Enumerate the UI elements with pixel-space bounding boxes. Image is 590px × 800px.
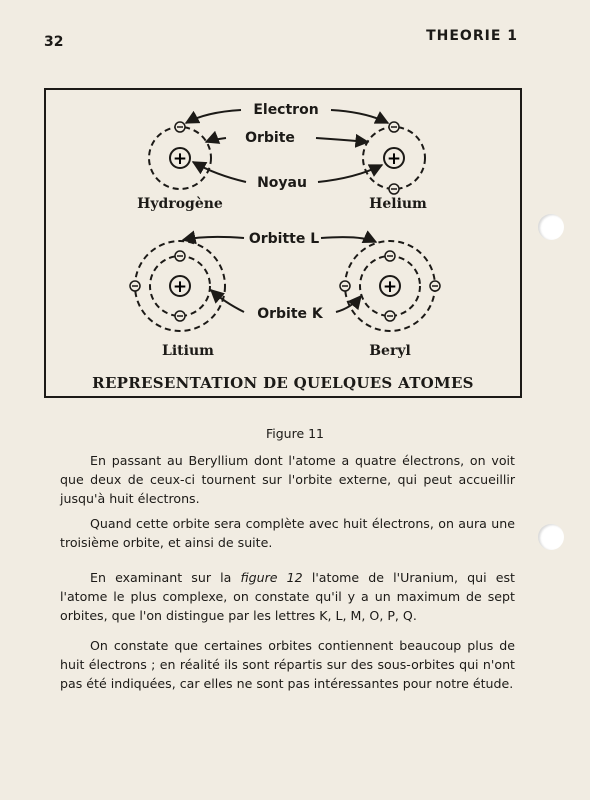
paragraph-text: l'atome de l'Uranium, qui est l'atome le plus complexe, on constate qu'il y a un maximum de sept orbites, que l'on distingue par les lettres K, L, M, O, P, Q. [60,570,515,623]
paragraph-beryllium: En passant au Beryllium dont l'atome a quatre électrons, on voit que deux de ceux-ci tournent sur l'orbite externe, qui peut accueillir jusqu'à huit électrons. [60,453,515,506]
paragraph-third-orbit: Quand cette orbite sera complète avec huit électrons, on aura une troisième orbite, et ainsi de suite. [60,516,515,550]
running-head: THEORIE 1 [426,28,518,44]
paragraph-text: En examinant sur la [90,570,241,585]
helium-atom [363,122,427,212]
atom-name-litium: Litium [162,343,214,359]
binder-hole [538,214,564,240]
paragraph-uranium [60,568,515,625]
svg-text:+: + [382,277,398,297]
hydrogen-atom [137,122,223,212]
label-orbite: Orbite [245,130,295,146]
atom-figure [44,88,522,398]
figure-caption: Figure 11 [265,426,325,441]
svg-text:+: + [386,149,402,169]
figure-reference: figure 12 [240,570,303,585]
svg-text:+: + [172,149,188,169]
atom-diagram [46,90,524,400]
label-noyau: Noyau [257,175,307,191]
paragraph-sub-orbits: On constate que certaines orbites contiennent beaucoup plus de huit électrons ; en réalité ils sont répartis sur des sous-orbites qui n'ont pas été indiquées, car elles ne sont pas intéressantes pour notre étude. [60,638,515,691]
binder-hole [538,524,564,550]
atom-name-helium: Helium [369,196,427,212]
label-orbite-k: Orbite K [257,306,323,322]
atom-name-hydrogene: Hydrogène [137,196,223,212]
label-orbitte-l: Orbitte L [248,231,320,247]
svg-text:+: + [172,277,188,297]
page-number: 32 [44,34,64,50]
figure-title: REPRESENTATION DE QUELQUES ATOMES [92,374,474,392]
atom-name-beryl: Beryl [369,343,411,359]
beryllium-atom [340,241,440,359]
label-electron: Electron [253,102,319,118]
lithium-atom [130,241,225,359]
